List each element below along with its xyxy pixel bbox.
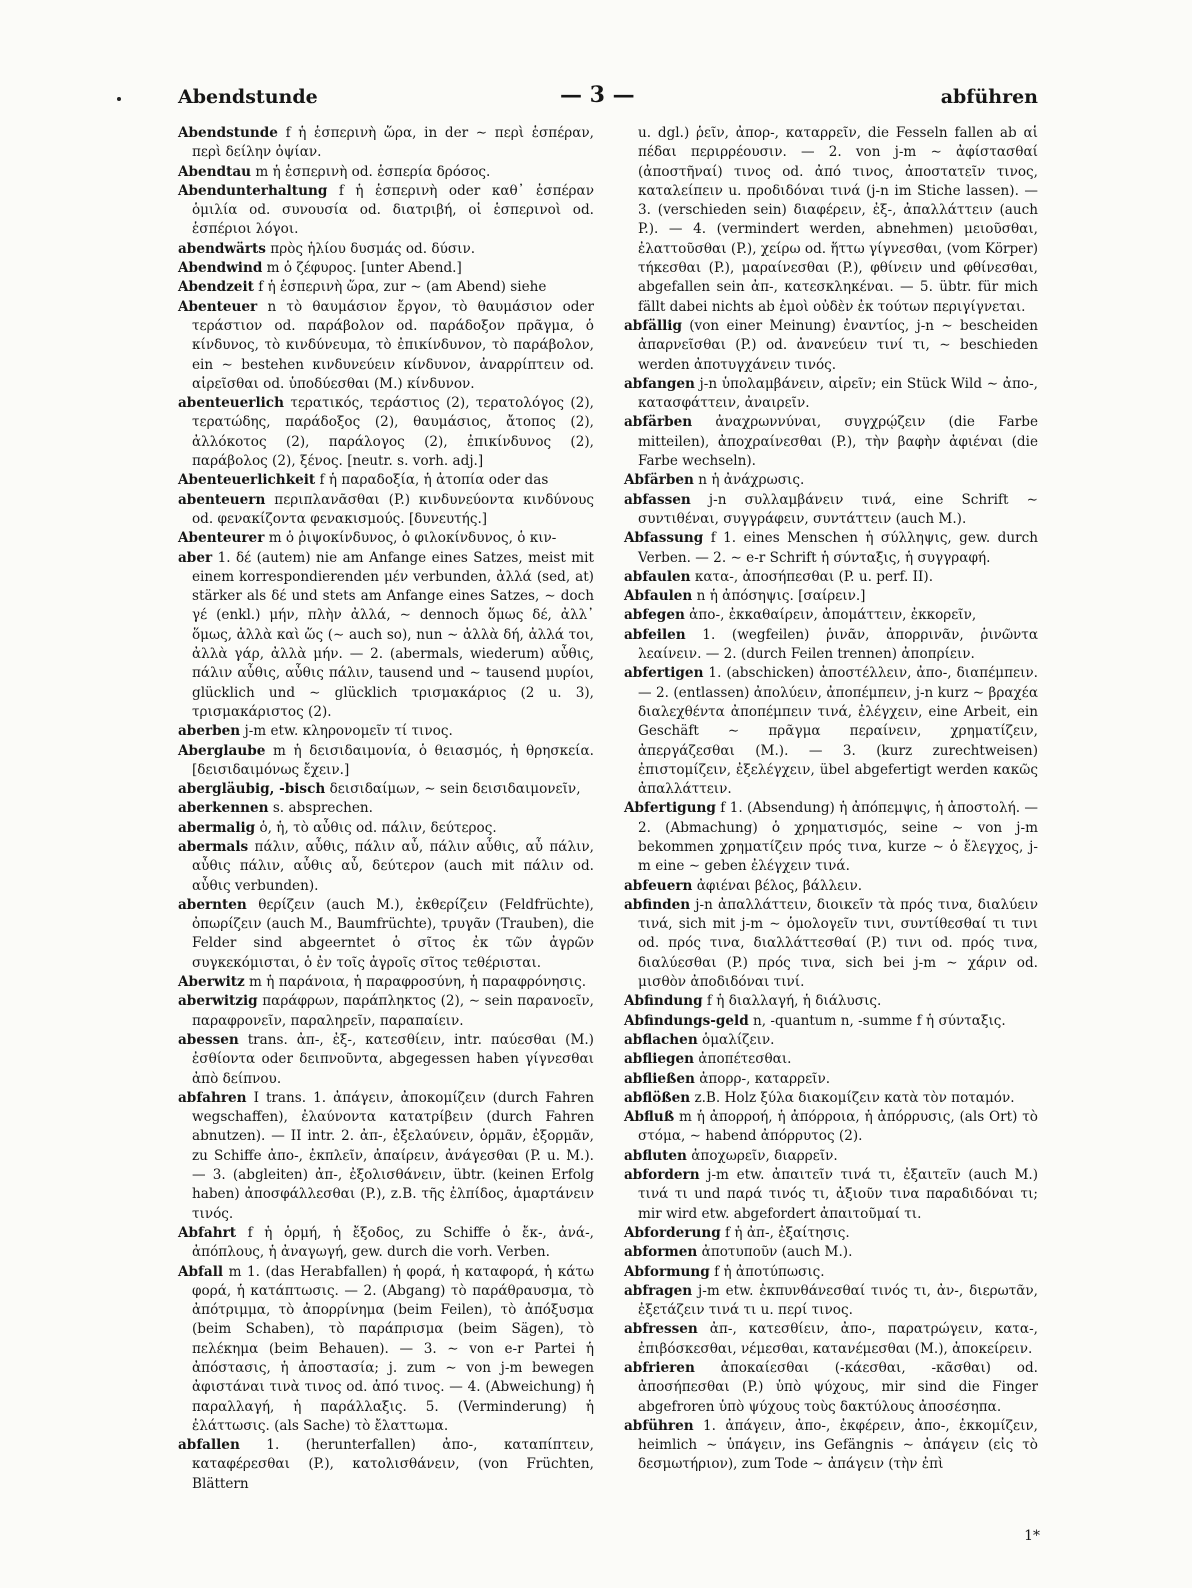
headword: Abformung — [624, 1263, 710, 1280]
dictionary-entry — [624, 124, 1038, 317]
headword: abfangen — [624, 375, 695, 392]
header-right-catchword: abführen — [940, 86, 1038, 108]
dictionary-entry — [624, 587, 1038, 606]
dictionary-entry — [178, 722, 594, 741]
dictionary-entry — [178, 992, 594, 1031]
entry-text: m ὁ ῥιψοκίνδυνος, ὁ φιλοκίνδυνος, ὁ κιν- — [264, 530, 557, 547]
entry-text: j-n ἀπαλλάττειν, διοικεῖν τὰ πρός τινα, διαλύειν τινά, sich mit j-m ∼ ὁμολογεῖν τινι, συντίθεσθαί τι τινι od. πρός τινα, διαλλάττεσθαί (P.) τινι od. πρός τινα, διαλύεσθαι (P.) πρός τινα, sich bei j-m ∼ χάριν od. μισθὸν ἀποδιδόναι τινί. — [638, 896, 1038, 991]
dictionary-entry — [624, 568, 1038, 587]
headword: Abenteurer — [178, 530, 265, 547]
entry-text: ἀποκαίεσθαι (-κάεσθαι, -κᾶσθαι) od. ἀποσήπεσθαι (P.) ὑπὸ ψύχους, mir sind die Finger abgefroren ὑπὸ ψύχους τοὺς δακτύλους ἀποσέσηπα. — [638, 1360, 1038, 1415]
headword: Abfertigung — [624, 800, 716, 817]
entry-text: u. dgl.) ῥεῖν, ἀπορ-, καταρρεῖν, die Fesseln fallen ab αἱ πέδαι περιρρέουσιν. — 2. von j-m ∼ ἀφίστασθαί (ἀποστῆναί) τινος od. ἀπό τινος, ἀποστατεῖν τινος, καταλείπειν u. προδιδόναι τινά (j-n im Stiche lassen). — 3. (verschieden sein) διαφέρειν, ἐξ-, ἀπαλλάττειν (auch P.). — 4. (vermindert werden, abnehmen) μειοῦσθαι, ἐλαττοῦσθαι (P.), χείρω od. ἥττω γίγνεσθαι, (vom Körper) τήκεσθαι (P.), μαραίνεσθαι (P.), φθίνειν und φθίνεσθαι, abgefallen sein ἀπ-, κατεσκληκέναι. — 5. übtr. für mich fällt dabei nichts ab ἐμοὶ οὐδὲν ἐκ τούτων περιγίγνεται. — [638, 125, 1038, 315]
headword: Abfall — [178, 1263, 224, 1280]
entry-text: περιπλανᾶσθαι (P.) κινδυνεύοντα κινδύνους od. φενακίζοντα φενακισμούς. [δυνευτής.] — [192, 491, 594, 527]
headword: abfahren — [178, 1089, 247, 1106]
headword: Aberwitz — [178, 974, 245, 991]
dictionary-entry — [624, 317, 1038, 375]
entry-text: n τὸ θαυμάσιον ἔργον, τὸ θαυμάσιον oder τεράστιον od. παράβολον od. παράδοξον πρᾶγμα, ὁ κίνδυνος, τὸ κινδύνευμα, τὸ ἐπικίνδυνον, τὸ παράβολον, ein ∼ bestehen κινδυνεύειν κίνδυνον, ἀναρρίπτειν od. αἱρεῖσθαι od. ὑποδύεσθαι (M.) κίνδυνον. — [192, 298, 594, 392]
dictionary-entry — [624, 1282, 1038, 1321]
headword: abermalig — [178, 819, 256, 836]
headword: Abfahrt — [178, 1224, 237, 1241]
headword: abfassen — [624, 491, 691, 508]
dictionary-entry — [624, 1108, 1038, 1147]
dictionary-entry — [178, 1031, 594, 1089]
headword: abfliegen — [624, 1051, 695, 1068]
dictionary-entry — [624, 1147, 1038, 1166]
entry-text: ὁ, ἡ, τὸ αὖθις od. πάλιν, δεύτερος. — [255, 819, 497, 836]
header-left-catchword: Abendstunde — [178, 86, 318, 108]
entry-text: πάλιν, αὖθις, πάλιν αὖ, πάλιν αὖθις, αὖ πάλιν, αὖθις πάλιν, αὖθις αὖ, δεύτερον (auch mit πάλιν od. αὖθις verbunden). — [192, 838, 594, 894]
headword: aberben — [178, 723, 241, 740]
headword: aberkennen — [178, 800, 269, 817]
headword: abflachen — [624, 1031, 698, 1048]
entry-text: 1. δέ (autem) nie am Anfange eines Satzes, meist mit einem korrespondierenden μέν verbunden, ἀλλά (sed, at) stärker als δέ und stets am Anfange eines Satzes, ∼ doch γέ (enkl.) μήν, πλὴν ἀλλά, ∼ dennoch ὅμως δέ, ἀλλ᾽ ὅμως, ἀλλὰ καὶ ὥς (∼ auch so), nun ∼ ἀλλὰ δή, ἀλλά τοι, ἀλλὰ γάρ, ἀλλὰ μήν. — 2. (abermals, wiederum) αὖθις, πάλιν αὖθις, αὖθις πάλιν, tausend und ∼ tausend μυρίοι, glücklich und ∼ glücklich τρισμακάριος (2 u. 3), τρισμακάριστος (2). — [192, 549, 594, 720]
dictionary-entry — [178, 240, 594, 259]
dictionary-entry — [178, 549, 594, 723]
entry-text: κατα-, ἀποσήπεσθαι (P. u. perf. II). — [690, 568, 934, 585]
entry-text: m ὁ ζέφυρος. [unter Abend.] — [262, 260, 462, 277]
entry-text: j-n συλλαμβάνειν τινά, eine Schrift ∼ συντιθέναι, συγγράφειν, συντάττειν (auch M.). — [638, 491, 1038, 527]
headword: abfaulen — [624, 568, 691, 585]
headword: Aberglaube — [178, 742, 266, 759]
entry-text: f ἡ παραδοξία, ἡ ἀτοπία oder das — [315, 472, 549, 489]
headword: Abendzeit — [178, 279, 254, 296]
entry-text: ἀποχωρεῖν, διαρρεῖν. — [686, 1147, 838, 1164]
dictionary-entry — [624, 1224, 1038, 1243]
dictionary-entry — [178, 780, 594, 799]
dictionary-entry — [178, 896, 594, 973]
dictionary-entry — [624, 1089, 1038, 1108]
entry-text: m ἡ δεισιδαιμονία, ὁ θειασμός, ἡ θρησκεία. [δεισιδαιμόνως ἔχειν.] — [192, 742, 594, 778]
entry-text: 1. ἀπάγειν, ἀπο-, ἐκφέρειν, ἀπο-, ἐκκομίζειν, heimlich ∼ ὑπάγειν, ins Gefängnis ∼ ἀπάγειν (εἰς τὸ δεσμωτήριον), zum Tode ∼ ἀπάγειν (τὴν ἐπὶ — [638, 1417, 1038, 1473]
dictionary-entry — [624, 606, 1038, 625]
entry-text: ἀπ-, κατεσθίειν, ἀπο-, παρατρώγειν, κατα-, ἐπιβόσκεσθαι, νέμεσθαι, κατανέμεσθαι (M.), ἀποκείρειν. — [638, 1321, 1038, 1357]
dictionary-entry — [178, 1436, 594, 1494]
dictionary-entry — [178, 259, 594, 278]
headword: abfegen — [624, 607, 685, 624]
headword: abernten — [178, 896, 247, 913]
dictionary-entry — [624, 413, 1038, 471]
stray-dot — [117, 97, 121, 101]
entry-text: m ἡ ἑσπερινὴ od. ἑσπερία δρόσος. — [251, 163, 491, 180]
headword: abformen — [624, 1244, 698, 1261]
dictionary-entry — [178, 973, 594, 992]
dictionary-entry — [178, 1263, 594, 1437]
headword: abfrieren — [624, 1360, 695, 1376]
headword: abfeilen — [624, 626, 686, 643]
headword: abenteuerlich — [178, 395, 284, 412]
headword: Abfindung — [624, 993, 703, 1010]
dictionary-entry — [624, 1320, 1038, 1359]
headword: abführen — [624, 1417, 694, 1434]
headword: Abenteuerlichkeit — [178, 472, 316, 489]
dictionary-entry — [624, 1263, 1038, 1282]
dictionary-entry — [178, 1089, 594, 1224]
headword: Abenteuer — [178, 298, 258, 315]
dictionary-entry — [178, 124, 594, 163]
dictionary-entry — [624, 877, 1038, 896]
entry-text: n ἡ ἀπόσηψις. [σαίρειν.] — [692, 588, 866, 605]
entry-text: j-m etw. ἀπαιτεῖν τινά τι, ἐξαιτεῖν (auch M.) τινά τι und παρά τινός τι, ἀξιοῦν τινα παραδιδόναι τι; mir wird etw. abgefordert ἀπαιτοῦμαί τι. — [638, 1167, 1038, 1222]
entry-text: f ἡ διαλλαγή, ἡ διάλυσις. — [702, 993, 882, 1010]
dictionary-entry — [178, 471, 594, 490]
right-column — [624, 124, 1038, 1475]
entry-text: ἀπο-, ἐκκαθαίρειν, ἀπομάττειν, ἐκκορεῖν, — [684, 607, 977, 624]
entry-text: τερατικός, τεράστιος (2), τερατολόγος (2), τερατώδης, παράδοξος (2), θαυμάσιος, ἄτοπος (2), ἀλλόκοτος (2), παράλογος (2), ἐπικίνδυνος (2), παράβολος (2), ξένος. [neutr. s. vorh. adj.] — [192, 395, 594, 470]
entry-text: f ἡ ἑσπερινὴ ὥρα, in der ∼ περὶ ἑσπέραν, περὶ δείλην ὀψίαν. — [192, 125, 594, 161]
dictionary-entry — [624, 1070, 1038, 1089]
dictionary-entry — [624, 664, 1038, 799]
dictionary-entry — [624, 529, 1038, 568]
headword: abfeuern — [624, 877, 693, 894]
dictionary-entry — [624, 1417, 1038, 1475]
headword: Abfaulen — [624, 588, 693, 605]
headword: aberwitzig — [178, 993, 258, 1010]
dictionary-entry — [178, 799, 594, 818]
dictionary-entry — [624, 1166, 1038, 1224]
headword: abermals — [178, 838, 249, 855]
headword: abfertigen — [624, 665, 704, 682]
headword: Abendstunde — [178, 125, 278, 141]
entry-text: trans. ἀπ-, ἐξ-, κατεσθίειν, intr. παύεσθαι (M.) ἐσθίοντα oder δειπνοῦντα, abgegessen haben γίγνεσθαι ἀπὸ δείπνου. — [192, 1031, 594, 1087]
headword: abflößen — [624, 1089, 691, 1106]
dictionary-entry — [624, 375, 1038, 414]
dictionary-entry — [178, 819, 594, 838]
dictionary-entry — [178, 298, 594, 394]
headword: abfragen — [624, 1282, 693, 1299]
entry-text: ἀφιέναι βέλος, βάλλειν. — [692, 877, 863, 894]
headword: abfallen — [178, 1437, 240, 1454]
dictionary-entry — [624, 1359, 1038, 1417]
entry-text: m 1. (das Herabfallen) ἡ φορά, ἡ καταφορά, ἡ κάτω φορά, ἡ κατάπτωσις. — 2. (Abgang) τὸ παράθραυσμα, τὸ ἀπότριμμα, τὸ ἀπορρίνημα (beim Feilen), τὸ ἀπόξυσμα (beim Schaben), τὸ παράπρισμα (beim Sägen), τὸ πελέκημα (beim Behauen). — 3. ∼ von e-r Partei ἡ ἀπόστασις, ἡ ἀποστασία; j. zum ∼ von j-m bewegen ἀφιστάναι τινὰ τινος od. ἀπό τινος. — 4. (Abweichung) ἡ παραλλαγή, ἡ παράλλαξις. 5. (Verminderung) ἡ ἐλάττωσις. (als Sache) τὸ ἔλαττωμα. — [192, 1263, 594, 1434]
entry-text: n, -quantum n, -summe f ἡ σύνταξις. — [748, 1012, 1006, 1029]
dictionary-entry — [178, 742, 594, 781]
dictionary-entry — [178, 163, 594, 182]
entry-text: z.B. Holz ξύλα διακομίζειν κατὰ τὸν ποταμόν. — [690, 1089, 1015, 1106]
headword: abessen — [178, 1031, 239, 1048]
dictionary-entry — [178, 529, 594, 548]
entry-text: ἀποπέτεσθαι. — [694, 1051, 792, 1068]
headword: Abendwind — [178, 260, 263, 277]
headword: Abforderung — [624, 1224, 721, 1241]
dictionary-entry — [624, 1012, 1038, 1031]
dictionary-entry — [178, 278, 594, 297]
entry-text: j-m etw. ἐκπυνθάνεσθαί τινός τι, ἀν-, διερωτᾶν, ἐξετάζειν τινά τι u. περί τινος. — [638, 1282, 1038, 1319]
dictionary-entry — [624, 491, 1038, 530]
page-number: — 3 — — [560, 82, 635, 108]
entry-text: m ἡ ἀπορροή, ἡ ἀπόρροια, ἡ ἀπόρρυσις, (als Ort) τὸ στόμα, ∼ habend ἀπόρρυτος (2). — [638, 1109, 1038, 1145]
entry-text: m ἡ παράνοια, ἡ παραφροσύνη, ἡ παραφρόνησις. — [244, 974, 587, 991]
headword: Abendtau — [178, 163, 252, 180]
entry-text: δεισιδαίμων, ∼ sein δεισιδαιμονεῖν, — [325, 781, 581, 798]
entry-text: παράφρων, παράπληκτος (2), ∼ sein παρανοεῖν, παραφρονεῖν, παραληρεῖν, παραπαίειν. — [192, 993, 594, 1029]
entry-text: f ἡ ἑσπερινὴ oder καθ᾽ ἑσπέραν ὁμιλία od. συνουσία od. διατριβή, οἱ ἑσπερινοὶ od. ἑσπέριοι λόγοι. — [192, 182, 594, 238]
dictionary-entry — [624, 471, 1038, 490]
entry-text: 1. (wegfeilen) ῥινᾶν, ἀπορρινᾶν, ῥινῶντα λεαίνειν. — 2. (durch Feilen trennen) ἀποπρίειν. — [638, 626, 1038, 663]
dictionary-entry — [624, 799, 1038, 876]
entry-text: j-m etw. κληρονομεῖν τί τινος. — [240, 723, 453, 740]
dictionary-entry — [624, 992, 1038, 1011]
dictionary-entry — [624, 1050, 1038, 1069]
entry-text: 1. (herunterfallen) ἀπο-, καταπίπτειν, καταφέρεσθαι (P.), κατολισθάνειν, (von Früchten, Blättern — [192, 1437, 594, 1492]
entry-text: ἀναχρωννύναι, συγχρῴζειν (die Farbe mitteilen), ἀποχραίνεσθαι (P.), τὴν βαφὴν ἀφιέναι (die Farbe wechseln). — [638, 414, 1038, 470]
dictionary-entry — [178, 394, 594, 471]
headword: abfärben — [624, 414, 693, 431]
entry-text: ἀποτυποῦν (auch M.). — [697, 1244, 853, 1261]
entry-text: ὁμαλίζειν. — [697, 1031, 775, 1048]
entry-text: f 1. (Absendung) ἡ ἀπόπεμψις, ἡ ἀποστολή. — 2. (Abmachung) ὁ χρηματισμός, seine ∼ von j-m bekommen χρηματίζειν πρός τινα, kurze ∼ ὁ ἔλεγχος, j-m eine ∼ geben ἐλέγχειν τινά. — [638, 800, 1038, 875]
headword: abfließen — [624, 1070, 695, 1087]
headword: abfressen — [624, 1321, 698, 1338]
entry-text: s. absprechen. — [268, 800, 373, 817]
dictionary-entry — [178, 182, 594, 240]
entry-text: n ἡ ἀνάχρωσις. — [693, 472, 805, 489]
dictionary-entry — [178, 838, 594, 896]
headword: abfordern — [624, 1167, 700, 1184]
page-header — [178, 82, 1038, 116]
entry-text: I trans. 1. ἀπάγειν, ἀποκομίζειν (durch Fahren wegschaffen), ἐλαύνοντα κατατρίβειν (durch Fahren abnutzen). — II intr. 2. ἀπ-, ἐξελαύνειν, ὁρμᾶν, ἐξορμᾶν, zu Schiffe ἀπο-, ἐκπλεῖν, ἀπαίρειν, ἀνάγεσθαι (P. u. M.). — 3. (abgleiten) ἀπ-, ἐξολισθάνειν, übtr. (keinen Erfolg haben) ἀποσφάλλεσθαι (P.), z.B. τῆς ἐλπίδος, ἁμαρτάνειν τινός. — [192, 1089, 594, 1222]
headword: Abfluß — [624, 1109, 675, 1126]
entry-text: f ἡ ἀπ-, ἐξαίτησις. — [720, 1224, 850, 1241]
headword: Abfindungs-geld — [624, 1012, 749, 1029]
left-column — [178, 124, 594, 1494]
entry-text: f ἡ ἀποτύπωσις. — [709, 1263, 825, 1280]
headword: abfällig — [624, 317, 682, 334]
headword: abfinden — [624, 896, 691, 913]
entry-text: (von einer Meinung) ἐναντίος, j-n ∼ bescheiden ἀπαρνεῖσθαι (P.) od. ἀνανεύειν τινί τι, ∼ beschieden werden ἀποτυγχάνειν τινός. — [638, 317, 1038, 373]
dictionary-entry — [624, 1243, 1038, 1262]
dictionary-entry — [624, 896, 1038, 992]
entry-text: f ἡ ὁρμή, ἡ ἔξοδος, zu Schiffe ὁ ἔκ-, ἀνά-, ἀπόπλους, ἡ ἀναγωγή, gew. durch die vorh. Verben. — [192, 1224, 594, 1261]
headword: abergläubig, -bisch — [178, 781, 326, 798]
entry-text: πρὸς ἡλίου δυσμάς od. δύσιν. — [265, 240, 476, 257]
entry-text: 1. (abschicken) ἀποστέλλειν, ἀπο-, διαπέμπειν. — 2. (entlassen) ἀπολύειν, ἀποπέμπειν, j-n kurz ∼ βραχέα διαλεχθέντα ἀποπέμπειν τινά, ἐλέγχειν, eine Arbeit, ein Geschäft ∼ πρᾶγμα περαίνειν, χρηματίζειν, ἀπεργάζεσθαι (M.). — 3. (kurz zurechtweisen) ἐπιστομίζειν, ἐξελέγχειν, übel abgefertigt werden κακῶς ἀπαλλάττειν. — [638, 665, 1038, 798]
headword: aber — [178, 549, 213, 566]
entry-text: j-n ὑπολαμβάνειν, αἱρεῖν; ein Stück Wild ∼ ἀπο-, κατασφάττειν, ἀναιρεῖν. — [638, 375, 1038, 412]
headword: abendwärts — [178, 240, 266, 257]
dictionary-entry — [624, 626, 1038, 665]
entry-text: f ἡ ἑσπερινὴ ὥρα, zur ∼ (am Abend) siehe — [253, 279, 547, 296]
entry-text: f 1. eines Menschen ἡ σύλληψις, gew. durch Verben. — 2. ∼ e-r Schrift ἡ σύνταξις, ἡ συγγραφή. — [638, 530, 1038, 566]
entry-text: θερίζειν (auch M.), ἐκθερίζειν (Feldfrüchte), ὀπωρίζειν (auch M., Baumfrüchte), τρυγᾶν (Trauben), die Felder sind abgeerntet ὁ σῖτος ἐκ τῶν ἀγρῶν συγκεκόμισται, ὁ ἐν τοῖς ἀγροῖς σῖτος τεθέρισται. — [192, 896, 594, 971]
headword: abfluten — [624, 1147, 687, 1164]
headword: abenteuern — [178, 491, 266, 508]
headword: Abfassung — [624, 530, 704, 547]
dictionary-entry — [178, 491, 594, 530]
entry-text: ἀπορρ-, καταρρεῖν. — [694, 1070, 831, 1087]
dictionary-entry — [624, 1031, 1038, 1050]
signature-mark: 1* — [1024, 1528, 1040, 1544]
headword: Abfärben — [624, 472, 694, 489]
dictionary-entry — [178, 1224, 594, 1263]
headword: Abendunterhaltung — [178, 182, 328, 199]
